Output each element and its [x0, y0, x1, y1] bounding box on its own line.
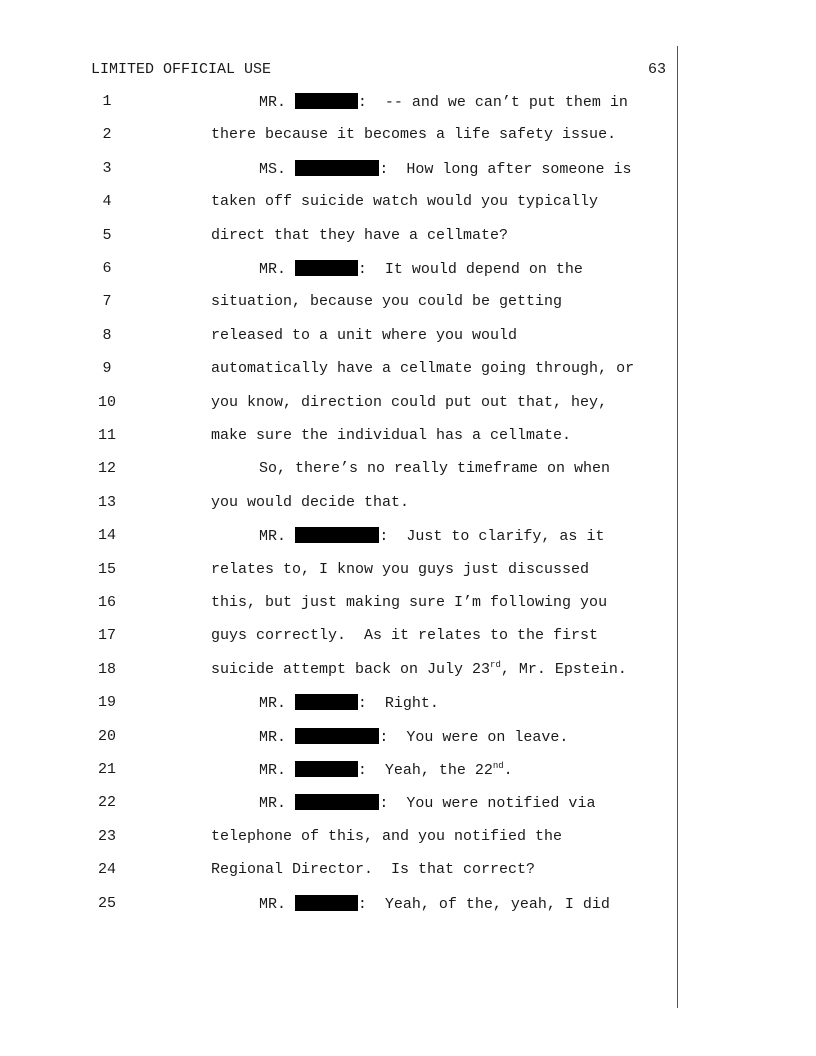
transcript-line: [0, 227, 680, 251]
text-segment: MR.: [259, 94, 296, 111]
text-segment: : Right.: [357, 695, 439, 713]
line-text: [211, 327, 517, 344]
text-segment: you would decide that.: [211, 493, 410, 511]
line-text: [259, 895, 610, 913]
text-segment: direct that they have a cellmate?: [211, 226, 509, 244]
text-segment: situation, because you could be getting: [211, 293, 563, 311]
line-text: [259, 260, 583, 278]
redaction-box: [295, 794, 379, 810]
line-number: 19: [97, 694, 116, 712]
text-segment: relates to, I know you guys just discussed: [211, 560, 590, 578]
page-number: 63: [648, 61, 667, 78]
transcript-line: [0, 761, 680, 785]
text-segment: MR.: [259, 261, 296, 278]
line-text: [211, 293, 562, 310]
line-number: 15: [97, 560, 116, 578]
text-segment: MS.: [259, 160, 296, 178]
text-segment: MR.: [259, 728, 296, 746]
line-text: [259, 728, 568, 746]
redaction-box: [295, 260, 358, 276]
redaction-box: [295, 694, 358, 710]
line-text: [211, 661, 627, 678]
line-text: [259, 761, 513, 779]
line-text: [259, 527, 604, 545]
line-text: [211, 494, 409, 511]
line-number: 22: [97, 794, 116, 812]
line-number: 10: [97, 393, 116, 411]
text-segment: MR.: [259, 762, 296, 779]
text-segment: : You were notified via: [379, 795, 596, 813]
transcript-line: [0, 93, 680, 117]
line-number: 8: [102, 326, 112, 344]
transcript-line: [0, 561, 680, 585]
line-number: 16: [97, 594, 116, 611]
transcript-line: [0, 794, 680, 818]
transcript-line: [0, 394, 680, 418]
line-number: 23: [97, 827, 116, 845]
text-segment: : -- and we can’t put them in: [357, 94, 628, 111]
line-text: [211, 861, 535, 878]
text-segment: MR.: [259, 795, 296, 813]
text-segment: So, there’s no really timeframe on when: [259, 460, 611, 478]
text-segment: MR.: [259, 528, 296, 546]
transcript-line: [0, 360, 680, 384]
transcript-line: [0, 126, 680, 150]
line-number: 24: [97, 861, 116, 879]
line-text: [211, 193, 598, 210]
line-text: [211, 561, 589, 578]
line-text: [211, 427, 571, 444]
text-segment: Regional Director. Is that correct?: [211, 861, 536, 879]
line-text: [259, 160, 631, 178]
transcript-line: [0, 728, 680, 752]
line-text: [259, 460, 610, 477]
text-segment: MR.: [259, 895, 296, 913]
transcript-line: [0, 193, 680, 217]
line-text: [259, 794, 595, 812]
line-number: 13: [97, 493, 116, 511]
transcript-line: [0, 828, 680, 852]
line-text: [211, 227, 508, 244]
transcript-line: [0, 594, 680, 618]
text-segment: taken off suicide watch would you typically: [211, 193, 599, 211]
line-number: 4: [102, 193, 112, 211]
text-segment: : You were on leave.: [379, 728, 569, 746]
text-segment: MR.: [259, 695, 296, 713]
line-text: [259, 694, 439, 712]
text-segment: .: [503, 762, 513, 779]
transcript-line: [0, 460, 680, 484]
line-number: 11: [97, 427, 116, 444]
line-number: 3: [102, 159, 112, 177]
line-number: 14: [97, 527, 116, 545]
line-number: 20: [97, 727, 116, 745]
text-segment: you know, direction could put out that, hey,: [211, 393, 608, 411]
line-number: 12: [97, 460, 116, 478]
line-text: [211, 828, 562, 845]
text-segment: released to a unit where you would: [211, 326, 518, 344]
transcript-line: [0, 293, 680, 317]
transcript-line: [0, 661, 680, 685]
redaction-box: [295, 895, 358, 911]
text-segment: : Just to clarify, as it: [379, 528, 605, 546]
transcript-line: [0, 895, 680, 919]
line-number: 18: [97, 660, 116, 678]
line-text: [211, 627, 598, 644]
line-number: 9: [102, 360, 112, 378]
redaction-box: [295, 527, 379, 543]
text-segment: : Yeah, of the, yeah, I did: [357, 895, 610, 913]
text-segment: : It would depend on the: [357, 261, 583, 278]
line-number: 7: [102, 293, 112, 311]
transcript-line: [0, 861, 680, 885]
line-text: [211, 594, 607, 611]
redaction-box: [295, 160, 379, 176]
redaction-box: [295, 761, 358, 777]
text-segment: guys correctly. As it relates to the first: [211, 627, 599, 645]
line-text: [211, 126, 616, 143]
line-number: 17: [97, 627, 116, 645]
line-number: 1: [102, 93, 112, 110]
document-classification-header: LIMITED OFFICIAL USE: [91, 61, 272, 78]
text-segment: there because it becomes a life safety issue.: [211, 126, 617, 144]
ordinal-suffix: nd: [492, 761, 504, 771]
transcript-line: [0, 260, 680, 284]
redaction-box: [295, 93, 358, 109]
transcript-line: [0, 160, 680, 184]
transcript-line: [0, 494, 680, 518]
text-segment: : Yeah, the 22: [357, 762, 493, 779]
text-segment: make sure the individual has a cellmate.: [211, 427, 572, 444]
line-number: 21: [97, 761, 116, 778]
text-segment: automatically have a cellmate going through, or: [211, 360, 635, 378]
text-segment: telephone of this, and you notified the: [211, 827, 563, 845]
transcript-line: [0, 327, 680, 351]
text-segment: , Mr. Epstein.: [500, 660, 627, 678]
line-number: 2: [102, 126, 112, 144]
line-number: 6: [102, 260, 112, 277]
line-text: [211, 394, 607, 411]
line-text: [259, 93, 628, 111]
text-segment: this, but just making sure I’m following you: [211, 594, 608, 611]
redaction-box: [295, 728, 379, 744]
transcript-line: [0, 694, 680, 718]
line-number: 5: [102, 226, 112, 244]
line-number: 25: [97, 894, 116, 912]
line-text: [211, 360, 634, 377]
transcript-line: [0, 627, 680, 651]
transcript-line: [0, 427, 680, 451]
transcript-line: [0, 527, 680, 551]
text-segment: suicide attempt back on July 23: [211, 660, 491, 678]
ordinal-suffix: rd: [490, 659, 501, 670]
text-segment: : How long after someone is: [379, 160, 632, 178]
